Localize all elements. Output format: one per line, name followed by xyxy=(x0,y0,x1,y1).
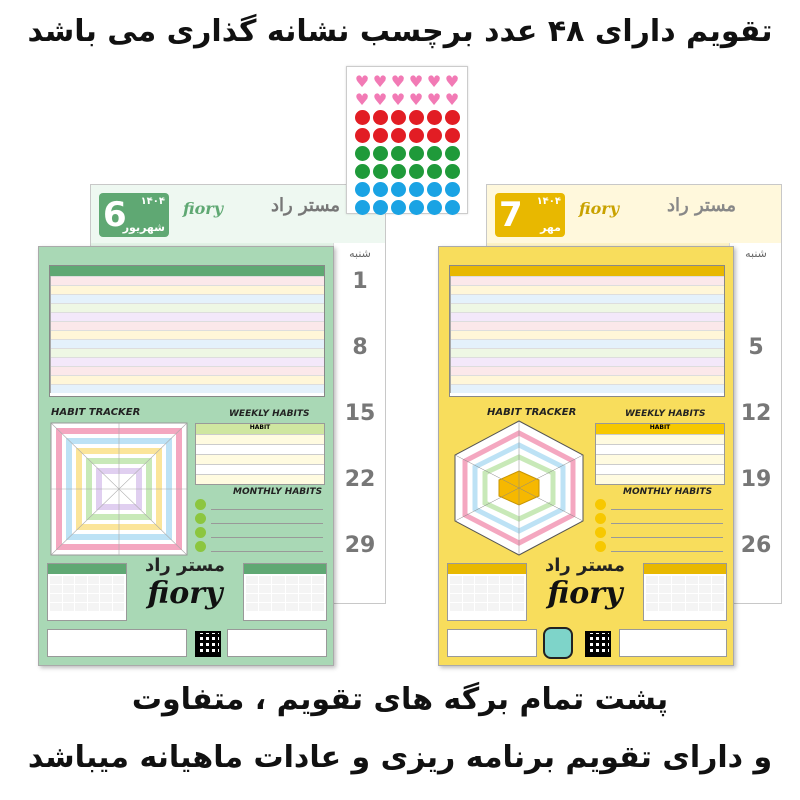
green-brand-persian: مستر راد xyxy=(271,195,341,216)
green-mini-calendar-right xyxy=(243,563,327,621)
yellow-mini-calendar-right xyxy=(643,563,727,621)
yellow-calendar-header xyxy=(487,185,781,243)
heart-sticker-icon: ♥ xyxy=(408,90,424,109)
green-footer-right xyxy=(227,629,327,657)
circle-sticker-icon xyxy=(445,164,460,179)
green-month-number: 6 xyxy=(103,195,127,235)
circle-sticker-icon xyxy=(445,110,460,125)
yellow-weekday: شنبه xyxy=(745,247,767,260)
yellow-qr-code xyxy=(585,631,611,657)
circle-sticker-icon xyxy=(355,110,370,125)
green-habit-tracker-grid xyxy=(49,421,189,557)
heart-sticker-icon: ♥ xyxy=(354,72,370,91)
yellow-logo-persian: مستر راد xyxy=(544,555,626,576)
circle-sticker-icon xyxy=(445,200,460,215)
green-day: 15 xyxy=(344,401,376,426)
circle-sticker-icon xyxy=(427,128,442,143)
circle-sticker-icon xyxy=(355,146,370,161)
circle-sticker-icon xyxy=(409,110,424,125)
green-monthly-habits-title: MONTHLY HABITS xyxy=(233,487,323,497)
heart-sticker-icon: ♥ xyxy=(444,90,460,109)
yellow-month-name: مهر xyxy=(540,221,561,234)
circle-sticker-icon xyxy=(427,200,442,215)
yellow-day-column xyxy=(729,243,781,603)
circle-sticker-icon xyxy=(391,146,406,161)
heart-sticker-icon: ♥ xyxy=(390,72,406,91)
circle-sticker-icon xyxy=(391,128,406,143)
green-footer-left xyxy=(47,629,187,657)
circle-sticker-icon xyxy=(355,164,370,179)
circle-sticker-icon xyxy=(445,182,460,197)
yellow-year: ۱۴۰۴ xyxy=(536,196,561,207)
yellow-habit-header: HABIT xyxy=(596,424,724,434)
yellow-mini-calendar-left xyxy=(447,563,527,621)
yellow-brand-latin: fiory xyxy=(579,199,620,218)
green-year: ۱۴۰۴ xyxy=(140,196,165,207)
yellow-day: 12 xyxy=(740,401,772,426)
yellow-day: 5 xyxy=(748,335,764,360)
circle-sticker-icon xyxy=(445,128,460,143)
heart-sticker-icon: ♥ xyxy=(372,72,388,91)
yellow-habit-tracker-hexagon xyxy=(449,419,589,557)
circle-sticker-icon xyxy=(391,182,406,197)
green-day: 1 xyxy=(352,269,368,294)
green-monthly-habits-list xyxy=(195,499,325,553)
yellow-day: 19 xyxy=(740,467,772,492)
heart-sticker-icon: ♥ xyxy=(390,90,406,109)
green-weekly-habits-table xyxy=(195,423,325,485)
yellow-footer-right xyxy=(619,629,727,657)
green-logo-latin: fiory xyxy=(147,576,223,611)
green-weekly-habits-title: WEEKLY HABITS xyxy=(229,409,310,419)
green-day: 29 xyxy=(344,533,376,558)
yellow-daily-list xyxy=(449,265,725,397)
yellow-brand-persian: مستر راد xyxy=(667,195,737,216)
green-habit-header: HABIT xyxy=(196,424,324,434)
green-day: 22 xyxy=(344,467,376,492)
circle-sticker-icon xyxy=(427,182,442,197)
yellow-weekly-habits-table xyxy=(595,423,725,485)
yellow-monthly-habits-title: MONTHLY HABITS xyxy=(623,487,713,497)
green-logo-persian: مستر راد xyxy=(144,555,226,576)
character-icon xyxy=(543,627,573,659)
circle-sticker-icon xyxy=(409,146,424,161)
heart-sticker-icon: ♥ xyxy=(444,72,460,91)
heart-sticker-icon: ♥ xyxy=(426,90,442,109)
green-planner-front-sheet xyxy=(38,246,334,666)
circle-sticker-icon xyxy=(409,182,424,197)
circle-sticker-icon xyxy=(355,182,370,197)
yellow-footer-left xyxy=(447,629,537,657)
circle-sticker-icon xyxy=(373,182,388,197)
heart-sticker-icon: ♥ xyxy=(372,90,388,109)
green-habit-tracker-title: HABIT TRACKER xyxy=(51,407,141,418)
yellow-logo-latin: fiory xyxy=(547,576,623,611)
circle-sticker-icon xyxy=(373,146,388,161)
circle-sticker-icon xyxy=(445,146,460,161)
circle-sticker-icon xyxy=(373,110,388,125)
green-mini-calendar-left xyxy=(47,563,127,621)
circle-sticker-icon xyxy=(427,110,442,125)
circle-sticker-icon xyxy=(409,164,424,179)
circle-sticker-icon xyxy=(391,110,406,125)
circle-sticker-icon xyxy=(391,200,406,215)
green-brand-latin: fiory xyxy=(183,199,224,218)
green-qr-code xyxy=(195,631,221,657)
yellow-weekly-habits-title: WEEKLY HABITS xyxy=(625,409,706,419)
green-calendar-header xyxy=(91,185,385,243)
circle-sticker-icon xyxy=(373,164,388,179)
heart-sticker-icon: ♥ xyxy=(426,72,442,91)
sticker-sheet xyxy=(346,66,468,214)
green-logo xyxy=(135,555,235,611)
green-day: 8 xyxy=(352,335,368,360)
yellow-logo xyxy=(535,555,635,611)
circle-sticker-icon xyxy=(373,128,388,143)
circle-sticker-icon xyxy=(355,200,370,215)
green-month-badge xyxy=(99,193,169,237)
yellow-month-number: 7 xyxy=(499,195,523,235)
circle-sticker-icon xyxy=(427,164,442,179)
yellow-planner-front-sheet xyxy=(438,246,734,666)
yellow-month-badge xyxy=(495,193,565,237)
circle-sticker-icon xyxy=(409,200,424,215)
heart-sticker-icon: ♥ xyxy=(354,90,370,109)
green-daily-list xyxy=(49,265,325,397)
circle-sticker-icon xyxy=(391,164,406,179)
heart-sticker-icon: ♥ xyxy=(408,72,424,91)
green-day-column xyxy=(333,243,385,603)
circle-sticker-icon xyxy=(373,200,388,215)
yellow-monthly-habits-list xyxy=(595,499,725,553)
circle-sticker-icon xyxy=(355,128,370,143)
circle-sticker-icon xyxy=(427,146,442,161)
green-weekday: شنبه xyxy=(349,247,371,260)
yellow-habit-tracker-title: HABIT TRACKER xyxy=(487,407,577,418)
bottom-heading-line-2: و دارای تقویم برنامه ریزی و عادات ماهیانه میباشد xyxy=(27,740,773,775)
circle-sticker-icon xyxy=(409,128,424,143)
top-heading: تقویم دارای ۴۸ عدد برچسب نشانه گذاری می باشد xyxy=(27,14,773,49)
green-month-name: شهریور xyxy=(122,221,165,234)
bottom-heading-line-1: پشت تمام برگه های تقویم ، متفاوت xyxy=(131,682,669,717)
yellow-day: 26 xyxy=(740,533,772,558)
